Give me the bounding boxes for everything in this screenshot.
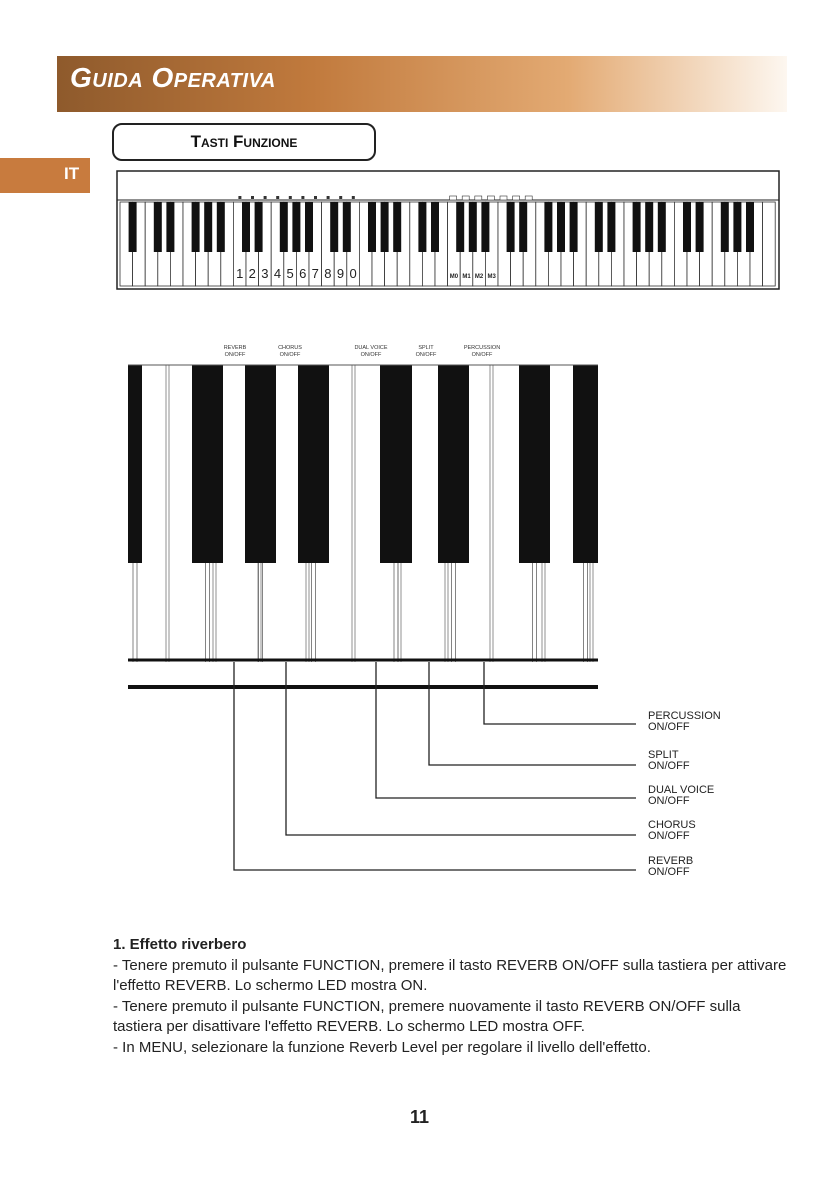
black-key (544, 202, 552, 252)
indicator-dot (513, 196, 520, 200)
language-tab-label: IT (64, 164, 80, 183)
callout-label: DUAL VOICE (648, 784, 715, 796)
black-key (330, 202, 338, 252)
black-key (255, 202, 263, 252)
callout-label: SPLIT (648, 749, 679, 761)
black-key (192, 365, 223, 563)
callout-label: ON/OFF (648, 866, 690, 878)
black-key (154, 202, 162, 252)
callout-label: ON/OFF (648, 830, 690, 842)
black-key (607, 202, 615, 252)
black-key (381, 202, 389, 252)
page-header-title: Guida Operativa (70, 62, 276, 93)
black-key (418, 202, 426, 252)
black-key (245, 365, 276, 563)
key-number-label: 7 (311, 266, 319, 281)
black-key (204, 202, 212, 252)
top-key-label: ON/OFF (360, 352, 382, 358)
black-key (733, 202, 741, 252)
black-key (573, 365, 598, 563)
indicator-dot (487, 196, 494, 200)
black-key (166, 202, 174, 252)
leader-line (429, 662, 636, 765)
black-key (519, 365, 550, 563)
black-key (280, 202, 288, 252)
top-key-label: CHORUS (278, 345, 302, 351)
function-keys-diagram (128, 340, 728, 890)
top-key-label: PERCUSSION (463, 345, 501, 351)
black-key (192, 202, 200, 252)
memory-label: M2 (474, 274, 484, 280)
white-key (763, 202, 776, 286)
reverb-effect-heading: 1. Effetto riverbero (113, 936, 247, 953)
callout-label: CHORUS (648, 819, 696, 831)
key-number-label: 2 (248, 266, 256, 281)
indicator-dot (327, 196, 330, 199)
top-key-label: ON/OFF (279, 352, 301, 358)
black-key (431, 202, 439, 252)
indicator-dot (462, 196, 469, 200)
key-number-label: 1 (236, 266, 244, 281)
black-key (438, 365, 469, 563)
indicator-dot (289, 196, 292, 199)
black-key (633, 202, 641, 252)
paragraph-2: - Tenere premuto il pulsante FUNCTION, premere nuovamente il tasto REVERB ON/OFF sulla tastiera per disattivare l'effetto REVERB. Lo schermo LED mostra OFF. (113, 997, 741, 1035)
callout-label: PERCUSSION (648, 710, 721, 722)
key-number-label: 4 (273, 266, 282, 281)
paragraph-3: - In MENU, selezionare la funzione Reverb Level per regolare il livello dell'effetto. (113, 1038, 651, 1056)
section-title-box (112, 123, 376, 161)
callout-label: ON/OFF (648, 721, 690, 733)
black-key (469, 202, 477, 252)
black-key (507, 202, 515, 252)
memory-label: M3 (487, 274, 496, 280)
top-key-label: ON/OFF (224, 352, 246, 358)
leader-line (376, 662, 636, 798)
leader-line (484, 662, 636, 724)
indicator-dot (314, 196, 317, 199)
black-key (217, 202, 225, 252)
key-number-label: 6 (299, 266, 307, 281)
indicator-dot (276, 196, 279, 199)
callout-label: ON/OFF (648, 760, 690, 772)
black-key (456, 202, 464, 252)
key-number-label: 5 (286, 266, 294, 281)
black-key (292, 202, 300, 252)
black-key (242, 202, 250, 252)
key-number-label: 3 (261, 266, 269, 281)
body-text (113, 935, 793, 1058)
indicator-dot (251, 196, 254, 199)
top-key-label: ON/OFF (471, 352, 493, 358)
indicator-dot (339, 196, 342, 199)
indicator-dot (475, 196, 482, 200)
black-key (595, 202, 603, 252)
paragraph-1: - Tenere premuto il pulsante FUNCTION, premere il tasto REVERB ON/OFF sulla tastiera per attivare l'effetto REVERB. Lo schermo LED mostra ON. (113, 956, 787, 994)
black-key (721, 202, 729, 252)
page-number: 11 (409, 1107, 430, 1127)
key-number-label: 8 (324, 266, 332, 281)
indicator-dot (500, 196, 507, 200)
black-key (645, 202, 653, 252)
black-key (305, 202, 313, 252)
callout-label: ON/OFF (648, 795, 690, 807)
black-key (658, 202, 666, 252)
leader-line (234, 662, 636, 870)
black-key (570, 202, 578, 252)
black-key (298, 365, 329, 563)
black-key (481, 202, 489, 252)
key-number-label: 9 (336, 266, 345, 281)
indicator-dot (264, 196, 267, 199)
indicator-dot (352, 196, 355, 199)
black-key (519, 202, 527, 252)
top-key-label: DUAL VOICE (354, 345, 388, 351)
section-title: Tasti Funzione (190, 132, 298, 151)
top-key-label: REVERB (223, 345, 247, 351)
black-key (557, 202, 565, 252)
keyboard-overview-diagram (116, 170, 782, 294)
indicator-dot (238, 196, 241, 199)
indicator-dot (450, 196, 457, 200)
memory-label: M0 (449, 274, 459, 280)
top-key-label: ON/OFF (415, 352, 437, 358)
black-key (746, 202, 754, 252)
black-key (368, 202, 376, 252)
memory-label: M1 (462, 274, 471, 280)
black-key (380, 365, 412, 563)
key-number-label: 0 (349, 266, 357, 281)
black-key (343, 202, 351, 252)
black-key (393, 202, 401, 252)
black-key (128, 365, 142, 563)
black-key (683, 202, 691, 252)
black-key (129, 202, 137, 252)
language-tab (0, 158, 90, 193)
indicator-dot (525, 196, 532, 200)
indicator-dot (301, 196, 304, 199)
black-key (696, 202, 704, 252)
callout-label: REVERB (648, 855, 694, 867)
top-key-label: SPLIT (418, 345, 434, 351)
